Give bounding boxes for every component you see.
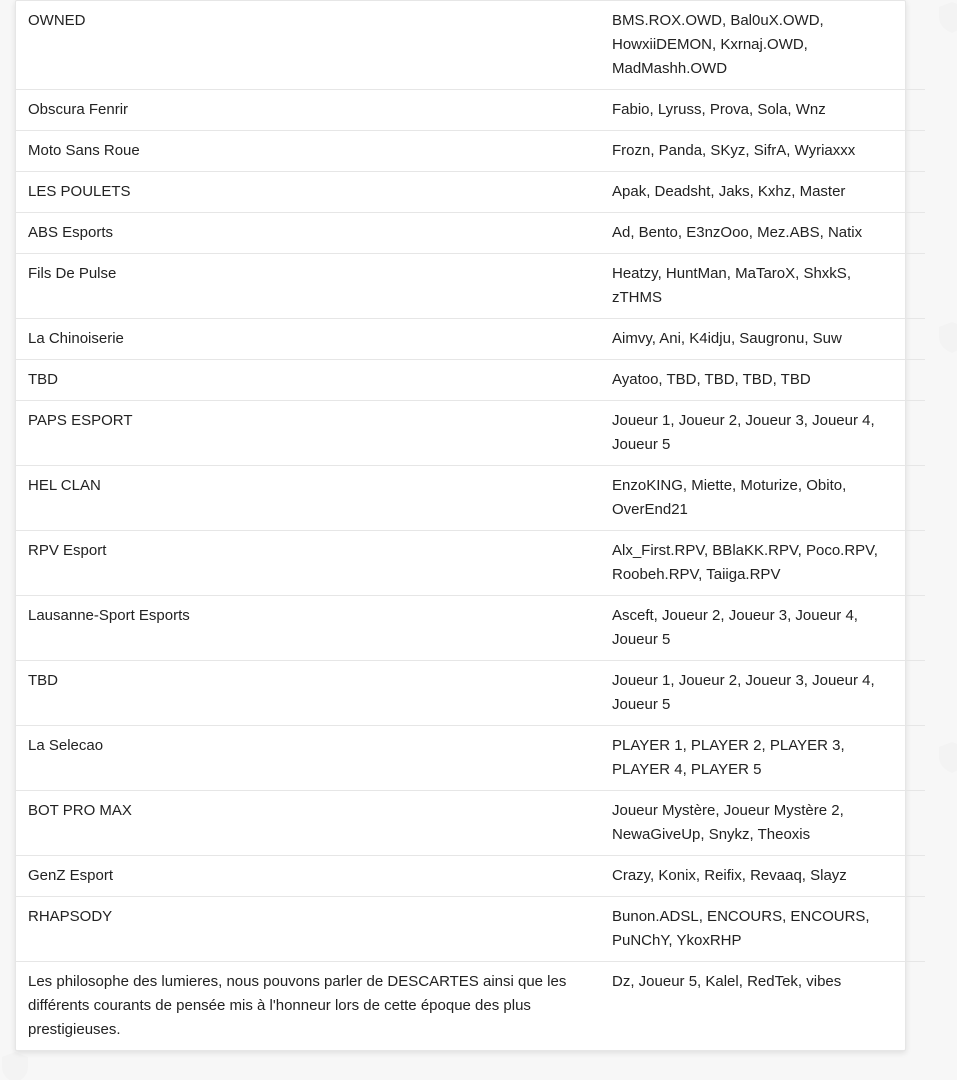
players-cell: PLAYER 1, PLAYER 2, PLAYER 3, PLAYER 4, PLAYER 5: [600, 726, 925, 791]
team-name-cell: Fils De Pulse: [16, 254, 600, 319]
players-cell: Asceft, Joueur 2, Joueur 3, Joueur 4, Joueur 5: [600, 596, 925, 661]
players-cell: Alx_First.RPV, BBlaKK.RPV, Poco.RPV, Roobeh.RPV, Taiiga.RPV: [600, 531, 925, 596]
team-name-cell: Obscura Fenrir: [16, 90, 600, 131]
table-row: [16, 1, 925, 90]
team-name-cell: BOT PRO MAX: [16, 791, 600, 856]
table-row: [16, 254, 925, 319]
team-roster-table-body: [16, 1, 925, 1050]
team-name-cell: RPV Esport: [16, 531, 600, 596]
team-name-cell: La Selecao: [16, 726, 600, 791]
players-cell: Joueur Mystère, Joueur Mystère 2, NewaGiveUp, Snykz, Theoxis: [600, 791, 925, 856]
team-name-cell: La Chinoiserie: [16, 319, 600, 360]
players-cell: Fabio, Lyruss, Prova, Sola, Wnz: [600, 90, 925, 131]
team-roster-table: [16, 1, 925, 1050]
players-cell: Crazy, Konix, Reifix, Revaaq, Slayz: [600, 856, 925, 897]
players-cell: Joueur 1, Joueur 2, Joueur 3, Joueur 4, Joueur 5: [600, 401, 925, 466]
table-row: [16, 661, 925, 726]
table-row: [16, 791, 925, 856]
team-name-cell: ABS Esports: [16, 213, 600, 254]
team-name-cell: LES POULETS: [16, 172, 600, 213]
team-name-cell: HEL CLAN: [16, 466, 600, 531]
team-name-cell: TBD: [16, 360, 600, 401]
players-cell: Bunon.ADSL, ENCOURS, ENCOURS, PuNChY, YkoxRHP: [600, 897, 925, 962]
table-row: [16, 90, 925, 131]
team-name-cell: Lausanne-Sport Esports: [16, 596, 600, 661]
team-name-cell: OWNED: [16, 1, 600, 90]
players-cell: Frozn, Panda, SKyz, SifrA, Wyriaxxx: [600, 131, 925, 172]
players-cell: Ayatoo, TBD, TBD, TBD, TBD: [600, 360, 925, 401]
players-cell: BMS.ROX.OWD, Bal0uX.OWD, HowxiiDEMON, Kxrnaj.OWD, MadMashh.OWD: [600, 1, 925, 90]
table-row: [16, 596, 925, 661]
table-row: [16, 360, 925, 401]
table-row: [16, 172, 925, 213]
table-row: [16, 726, 925, 791]
table-row: [16, 131, 925, 172]
shield-icon: [937, 0, 957, 34]
players-cell: EnzoKING, Miette, Moturize, Obito, OverEnd21: [600, 466, 925, 531]
team-name-cell: RHAPSODY: [16, 897, 600, 962]
team-name-cell: GenZ Esport: [16, 856, 600, 897]
shield-icon: [937, 320, 957, 354]
players-cell: Heatzy, HuntMan, MaTaroX, ShxkS, zTHMS: [600, 254, 925, 319]
table-row: [16, 319, 925, 360]
team-name-cell: PAPS ESPORT: [16, 401, 600, 466]
players-cell: Apak, Deadsht, Jaks, Kxhz, Master: [600, 172, 925, 213]
table-row: [16, 531, 925, 596]
team-roster-table-card: [15, 0, 906, 1051]
table-row: [16, 401, 925, 466]
players-cell: Ad, Bento, E3nzOoo, Mez.ABS, Natix: [600, 213, 925, 254]
shield-icon: [937, 740, 957, 774]
players-cell: Dz, Joueur 5, Kalel, RedTek, vibes: [612, 973, 842, 990]
players-cell: Aimvy, Ani, K4idju, Saugronu, Suw: [600, 319, 925, 360]
team-name-cell: Moto Sans Roue: [16, 131, 600, 172]
team-name-cell: Les philosophe des lumieres, nous pouvons parler de DESCARTES ainsi que les différents courants de pensée mis à l'honneur lors de cette époque des plus prestigieuses.: [28, 973, 567, 1038]
shield-icon: [0, 1050, 30, 1080]
table-row: [16, 466, 925, 531]
table-row: [16, 897, 925, 962]
team-name-cell: TBD: [16, 661, 600, 726]
players-cell: Joueur 1, Joueur 2, Joueur 3, Joueur 4, Joueur 5: [600, 661, 925, 726]
table-row: [16, 213, 925, 254]
table-row: [16, 962, 925, 1051]
table-row: [16, 856, 925, 897]
